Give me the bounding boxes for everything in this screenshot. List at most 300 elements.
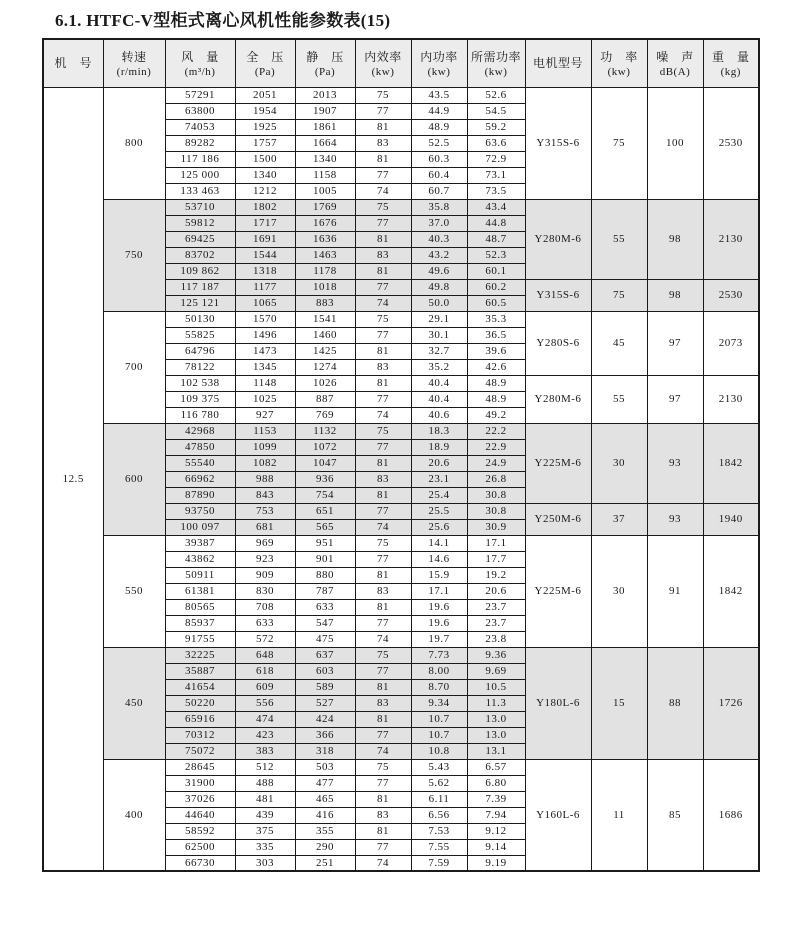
total-pressure-cell: 923	[235, 551, 295, 567]
internal-power-cell: 60.4	[411, 167, 467, 183]
col-header-static-pressure	[295, 39, 355, 87]
internal-power-cell: 43.5	[411, 87, 467, 103]
col-header-internal-efficiency-label: 内效率	[364, 50, 402, 65]
col-header-speed	[103, 39, 165, 87]
required-power-cell: 39.6	[467, 343, 525, 359]
required-power-cell: 23.8	[467, 631, 525, 647]
static-pressure-cell: 1026	[295, 375, 355, 391]
motor-model-cell: Y250M-6	[525, 503, 591, 535]
total-pressure-cell: 681	[235, 519, 295, 535]
internal-efficiency-cell: 77	[355, 391, 411, 407]
flow-cell: 65916	[165, 711, 235, 727]
noise-cell: 88	[647, 647, 703, 759]
col-header-total-pressure-label: 全 压	[246, 50, 284, 65]
static-pressure-cell: 477	[295, 775, 355, 791]
total-pressure-cell: 1177	[235, 279, 295, 295]
static-pressure-cell: 637	[295, 647, 355, 663]
required-power-cell: 52.6	[467, 87, 525, 103]
total-pressure-cell: 609	[235, 679, 295, 695]
internal-power-cell: 23.1	[411, 471, 467, 487]
required-power-cell: 7.94	[467, 807, 525, 823]
col-header-weight	[703, 39, 759, 87]
internal-power-cell: 35.2	[411, 359, 467, 375]
weight-cell: 1686	[703, 759, 759, 871]
internal-efficiency-cell: 77	[355, 775, 411, 791]
noise-cell: 97	[647, 311, 703, 375]
required-power-cell: 13.0	[467, 711, 525, 727]
speed-cell: 550	[103, 535, 165, 647]
total-pressure-cell: 1570	[235, 311, 295, 327]
motor-model-cell: Y225M-6	[525, 535, 591, 647]
flow-cell: 55825	[165, 327, 235, 343]
static-pressure-cell: 1047	[295, 455, 355, 471]
total-pressure-cell: 927	[235, 407, 295, 423]
internal-power-cell: 29.1	[411, 311, 467, 327]
internal-efficiency-cell: 77	[355, 663, 411, 679]
motor-power-cell: 11	[591, 759, 647, 871]
col-header-weight-unit: (kg)	[720, 66, 741, 79]
static-pressure-cell: 633	[295, 599, 355, 615]
required-power-cell: 20.6	[467, 583, 525, 599]
internal-efficiency-cell: 77	[355, 439, 411, 455]
total-pressure-cell: 1925	[235, 119, 295, 135]
total-pressure-cell: 1954	[235, 103, 295, 119]
required-power-cell: 43.4	[467, 199, 525, 215]
internal-efficiency-cell: 81	[355, 823, 411, 839]
noise-cell: 93	[647, 423, 703, 503]
flow-cell: 42968	[165, 423, 235, 439]
internal-efficiency-cell: 77	[355, 167, 411, 183]
flow-cell: 66962	[165, 471, 235, 487]
table-row	[43, 87, 759, 103]
total-pressure-cell: 1717	[235, 215, 295, 231]
flow-cell: 66730	[165, 855, 235, 871]
col-header-noise-label: 噪 声	[656, 50, 694, 65]
flow-cell: 91755	[165, 631, 235, 647]
static-pressure-cell: 318	[295, 743, 355, 759]
flow-cell: 39387	[165, 535, 235, 551]
required-power-cell: 60.5	[467, 295, 525, 311]
internal-power-cell: 50.0	[411, 295, 467, 311]
internal-efficiency-cell: 74	[355, 183, 411, 199]
internal-efficiency-cell: 81	[355, 231, 411, 247]
required-power-cell: 23.7	[467, 615, 525, 631]
required-power-cell: 60.2	[467, 279, 525, 295]
motor-model-cell: Y280M-6	[525, 375, 591, 423]
internal-efficiency-cell: 75	[355, 199, 411, 215]
total-pressure-cell: 1500	[235, 151, 295, 167]
internal-power-cell: 25.5	[411, 503, 467, 519]
required-power-cell: 30.8	[467, 503, 525, 519]
flow-cell: 78122	[165, 359, 235, 375]
internal-efficiency-cell: 74	[355, 295, 411, 311]
flow-cell: 35887	[165, 663, 235, 679]
flow-cell: 100 097	[165, 519, 235, 535]
required-power-cell: 11.3	[467, 695, 525, 711]
static-pressure-cell: 769	[295, 407, 355, 423]
internal-efficiency-cell: 75	[355, 759, 411, 775]
col-header-flow-unit: (m³/h)	[184, 66, 216, 79]
total-pressure-cell: 1473	[235, 343, 295, 359]
internal-power-cell: 60.3	[411, 151, 467, 167]
flow-cell: 125 121	[165, 295, 235, 311]
flow-cell: 50130	[165, 311, 235, 327]
required-power-cell: 73.1	[467, 167, 525, 183]
internal-power-cell: 43.2	[411, 247, 467, 263]
internal-efficiency-cell: 81	[355, 567, 411, 583]
col-header-machine-no-label: 机 号	[54, 56, 92, 71]
speed-cell: 450	[103, 647, 165, 759]
internal-efficiency-cell: 81	[355, 343, 411, 359]
flow-cell: 58592	[165, 823, 235, 839]
motor-model-cell: Y315S-6	[525, 279, 591, 311]
col-header-total-pressure	[235, 39, 295, 87]
total-pressure-cell: 1757	[235, 135, 295, 151]
static-pressure-cell: 1463	[295, 247, 355, 263]
internal-efficiency-cell: 77	[355, 615, 411, 631]
internal-efficiency-cell: 77	[355, 215, 411, 231]
static-pressure-cell: 1769	[295, 199, 355, 215]
internal-power-cell: 8.00	[411, 663, 467, 679]
table-row	[43, 759, 759, 775]
flow-cell: 83702	[165, 247, 235, 263]
required-power-cell: 9.12	[467, 823, 525, 839]
static-pressure-cell: 1861	[295, 119, 355, 135]
motor-model-cell: Y160L-6	[525, 759, 591, 871]
flow-cell: 102 538	[165, 375, 235, 391]
col-header-motor-model	[525, 39, 591, 87]
motor-power-cell: 75	[591, 87, 647, 199]
motor-power-cell: 30	[591, 423, 647, 503]
flow-cell: 69425	[165, 231, 235, 247]
static-pressure-cell: 424	[295, 711, 355, 727]
static-pressure-cell: 787	[295, 583, 355, 599]
internal-power-cell: 5.62	[411, 775, 467, 791]
internal-power-cell: 9.34	[411, 695, 467, 711]
table-row	[43, 199, 759, 215]
total-pressure-cell: 375	[235, 823, 295, 839]
flow-cell: 43862	[165, 551, 235, 567]
flow-cell: 59812	[165, 215, 235, 231]
total-pressure-cell: 1099	[235, 439, 295, 455]
static-pressure-cell: 887	[295, 391, 355, 407]
required-power-cell: 60.1	[467, 263, 525, 279]
required-power-cell: 13.0	[467, 727, 525, 743]
internal-efficiency-cell: 77	[355, 327, 411, 343]
required-power-cell: 44.8	[467, 215, 525, 231]
flow-cell: 85937	[165, 615, 235, 631]
required-power-cell: 24.9	[467, 455, 525, 471]
internal-power-cell: 10.8	[411, 743, 467, 759]
motor-power-cell: 30	[591, 535, 647, 647]
noise-cell: 85	[647, 759, 703, 871]
internal-efficiency-cell: 83	[355, 695, 411, 711]
speed-cell: 750	[103, 199, 165, 311]
col-header-internal-power-label: 内功率	[420, 50, 458, 65]
col-header-noise	[647, 39, 703, 87]
weight-cell: 1842	[703, 535, 759, 647]
total-pressure-cell: 1148	[235, 375, 295, 391]
col-header-machine-no	[43, 39, 103, 87]
col-header-motor-power-unit: (kw)	[607, 66, 631, 79]
static-pressure-cell: 754	[295, 487, 355, 503]
weight-cell: 2530	[703, 279, 759, 311]
static-pressure-cell: 1158	[295, 167, 355, 183]
internal-power-cell: 7.53	[411, 823, 467, 839]
static-pressure-cell: 416	[295, 807, 355, 823]
internal-efficiency-cell: 74	[355, 519, 411, 535]
internal-efficiency-cell: 81	[355, 455, 411, 471]
internal-power-cell: 19.6	[411, 615, 467, 631]
static-pressure-cell: 1072	[295, 439, 355, 455]
internal-power-cell: 32.7	[411, 343, 467, 359]
table-header	[43, 39, 759, 87]
total-pressure-cell: 1691	[235, 231, 295, 247]
col-header-motor-power-label: 功 率	[600, 50, 638, 65]
static-pressure-cell: 883	[295, 295, 355, 311]
col-header-flow	[165, 39, 235, 87]
internal-efficiency-cell: 75	[355, 647, 411, 663]
internal-power-cell: 40.3	[411, 231, 467, 247]
internal-power-cell: 25.4	[411, 487, 467, 503]
header-row	[43, 39, 759, 87]
weight-cell: 2130	[703, 199, 759, 279]
static-pressure-cell: 1340	[295, 151, 355, 167]
required-power-cell: 17.7	[467, 551, 525, 567]
static-pressure-cell: 1132	[295, 423, 355, 439]
static-pressure-cell: 880	[295, 567, 355, 583]
static-pressure-cell: 475	[295, 631, 355, 647]
flow-cell: 70312	[165, 727, 235, 743]
flow-cell: 117 187	[165, 279, 235, 295]
flow-cell: 53710	[165, 199, 235, 215]
internal-power-cell: 14.6	[411, 551, 467, 567]
weight-cell: 1940	[703, 503, 759, 535]
required-power-cell: 9.19	[467, 855, 525, 871]
static-pressure-cell: 366	[295, 727, 355, 743]
total-pressure-cell: 1065	[235, 295, 295, 311]
static-pressure-cell: 547	[295, 615, 355, 631]
internal-efficiency-cell: 81	[355, 375, 411, 391]
flow-cell: 31900	[165, 775, 235, 791]
total-pressure-cell: 303	[235, 855, 295, 871]
required-power-cell: 10.5	[467, 679, 525, 695]
col-header-flow-label: 风 量	[181, 50, 219, 65]
weight-cell: 1842	[703, 423, 759, 503]
flow-cell: 50220	[165, 695, 235, 711]
internal-efficiency-cell: 81	[355, 679, 411, 695]
required-power-cell: 52.3	[467, 247, 525, 263]
total-pressure-cell: 1082	[235, 455, 295, 471]
flow-cell: 93750	[165, 503, 235, 519]
table-row	[43, 311, 759, 327]
required-power-cell: 49.2	[467, 407, 525, 423]
static-pressure-cell: 503	[295, 759, 355, 775]
internal-power-cell: 37.0	[411, 215, 467, 231]
total-pressure-cell: 1340	[235, 167, 295, 183]
static-pressure-cell: 901	[295, 551, 355, 567]
static-pressure-cell: 2013	[295, 87, 355, 103]
total-pressure-cell: 481	[235, 791, 295, 807]
required-power-cell: 36.5	[467, 327, 525, 343]
total-pressure-cell: 556	[235, 695, 295, 711]
flow-cell: 87890	[165, 487, 235, 503]
col-header-speed-unit: (r/min)	[116, 66, 152, 79]
noise-cell: 91	[647, 535, 703, 647]
internal-power-cell: 19.6	[411, 599, 467, 615]
internal-efficiency-cell: 77	[355, 279, 411, 295]
internal-efficiency-cell: 74	[355, 407, 411, 423]
internal-power-cell: 7.55	[411, 839, 467, 855]
internal-power-cell: 7.59	[411, 855, 467, 871]
motor-power-cell: 45	[591, 311, 647, 375]
static-pressure-cell: 465	[295, 791, 355, 807]
total-pressure-cell: 423	[235, 727, 295, 743]
internal-power-cell: 60.7	[411, 183, 467, 199]
internal-power-cell: 6.11	[411, 791, 467, 807]
noise-cell: 98	[647, 199, 703, 279]
flow-cell: 89282	[165, 135, 235, 151]
total-pressure-cell: 1496	[235, 327, 295, 343]
required-power-cell: 63.6	[467, 135, 525, 151]
internal-power-cell: 20.6	[411, 455, 467, 471]
internal-power-cell: 40.6	[411, 407, 467, 423]
motor-model-cell: Y225M-6	[525, 423, 591, 503]
total-pressure-cell: 1212	[235, 183, 295, 199]
required-power-cell: 6.57	[467, 759, 525, 775]
internal-power-cell: 30.1	[411, 327, 467, 343]
col-header-internal-power-unit: (kw)	[427, 66, 451, 79]
internal-efficiency-cell: 83	[355, 135, 411, 151]
internal-efficiency-cell: 83	[355, 247, 411, 263]
noise-cell: 100	[647, 87, 703, 199]
static-pressure-cell: 1018	[295, 279, 355, 295]
required-power-cell: 59.2	[467, 119, 525, 135]
internal-efficiency-cell: 81	[355, 487, 411, 503]
internal-efficiency-cell: 81	[355, 151, 411, 167]
required-power-cell: 48.9	[467, 375, 525, 391]
speed-cell: 800	[103, 87, 165, 199]
col-header-motor-power	[591, 39, 647, 87]
flow-cell: 109 862	[165, 263, 235, 279]
internal-efficiency-cell: 77	[355, 503, 411, 519]
static-pressure-cell: 1907	[295, 103, 355, 119]
total-pressure-cell: 708	[235, 599, 295, 615]
internal-efficiency-cell: 74	[355, 743, 411, 759]
static-pressure-cell: 565	[295, 519, 355, 535]
flow-cell: 50911	[165, 567, 235, 583]
internal-power-cell: 40.4	[411, 391, 467, 407]
static-pressure-cell: 1541	[295, 311, 355, 327]
flow-cell: 55540	[165, 455, 235, 471]
total-pressure-cell: 383	[235, 743, 295, 759]
internal-power-cell: 49.8	[411, 279, 467, 295]
internal-power-cell: 14.1	[411, 535, 467, 551]
speed-cell: 600	[103, 423, 165, 535]
total-pressure-cell: 1345	[235, 359, 295, 375]
static-pressure-cell: 651	[295, 503, 355, 519]
flow-cell: 80565	[165, 599, 235, 615]
static-pressure-cell: 1676	[295, 215, 355, 231]
internal-efficiency-cell: 81	[355, 599, 411, 615]
total-pressure-cell: 335	[235, 839, 295, 855]
motor-power-cell: 37	[591, 503, 647, 535]
total-pressure-cell: 969	[235, 535, 295, 551]
static-pressure-cell: 1636	[295, 231, 355, 247]
col-header-noise-unit: dB(A)	[659, 66, 691, 79]
required-power-cell: 7.39	[467, 791, 525, 807]
static-pressure-cell: 355	[295, 823, 355, 839]
machine-no-cell: 12.5	[43, 87, 103, 871]
col-header-static-pressure-label: 静 压	[306, 50, 344, 65]
static-pressure-cell: 290	[295, 839, 355, 855]
col-header-motor-model-label: 电机型号	[532, 56, 583, 71]
motor-model-cell: Y315S-6	[525, 87, 591, 199]
internal-efficiency-cell: 75	[355, 311, 411, 327]
total-pressure-cell: 1025	[235, 391, 295, 407]
col-header-required-power	[467, 39, 525, 87]
internal-efficiency-cell: 83	[355, 359, 411, 375]
total-pressure-cell: 439	[235, 807, 295, 823]
total-pressure-cell: 618	[235, 663, 295, 679]
weight-cell: 2073	[703, 311, 759, 375]
total-pressure-cell: 633	[235, 615, 295, 631]
total-pressure-cell: 512	[235, 759, 295, 775]
col-header-total-pressure-unit: (Pa)	[254, 66, 276, 79]
static-pressure-cell: 936	[295, 471, 355, 487]
flow-cell: 37026	[165, 791, 235, 807]
motor-power-cell: 75	[591, 279, 647, 311]
speed-cell: 700	[103, 311, 165, 423]
static-pressure-cell: 1178	[295, 263, 355, 279]
table-row	[43, 423, 759, 439]
required-power-cell: 23.7	[467, 599, 525, 615]
internal-power-cell: 6.56	[411, 807, 467, 823]
internal-efficiency-cell: 74	[355, 855, 411, 871]
internal-efficiency-cell: 74	[355, 631, 411, 647]
weight-cell: 2130	[703, 375, 759, 423]
flow-cell: 61381	[165, 583, 235, 599]
col-header-internal-power	[411, 39, 467, 87]
static-pressure-cell: 1005	[295, 183, 355, 199]
col-header-required-power-unit: (kw)	[484, 66, 508, 79]
flow-cell: 62500	[165, 839, 235, 855]
internal-efficiency-cell: 77	[355, 103, 411, 119]
total-pressure-cell: 474	[235, 711, 295, 727]
internal-efficiency-cell: 75	[355, 423, 411, 439]
required-power-cell: 22.9	[467, 439, 525, 455]
required-power-cell: 72.9	[467, 151, 525, 167]
flow-cell: 57291	[165, 87, 235, 103]
required-power-cell: 48.7	[467, 231, 525, 247]
internal-power-cell: 49.6	[411, 263, 467, 279]
static-pressure-cell: 251	[295, 855, 355, 871]
required-power-cell: 42.6	[467, 359, 525, 375]
total-pressure-cell: 2051	[235, 87, 295, 103]
total-pressure-cell: 830	[235, 583, 295, 599]
internal-efficiency-cell: 81	[355, 119, 411, 135]
static-pressure-cell: 589	[295, 679, 355, 695]
internal-power-cell: 10.7	[411, 727, 467, 743]
internal-power-cell: 19.7	[411, 631, 467, 647]
total-pressure-cell: 988	[235, 471, 295, 487]
required-power-cell: 73.5	[467, 183, 525, 199]
internal-efficiency-cell: 83	[355, 471, 411, 487]
required-power-cell: 13.1	[467, 743, 525, 759]
flow-cell: 64796	[165, 343, 235, 359]
flow-cell: 32225	[165, 647, 235, 663]
flow-cell: 125 000	[165, 167, 235, 183]
